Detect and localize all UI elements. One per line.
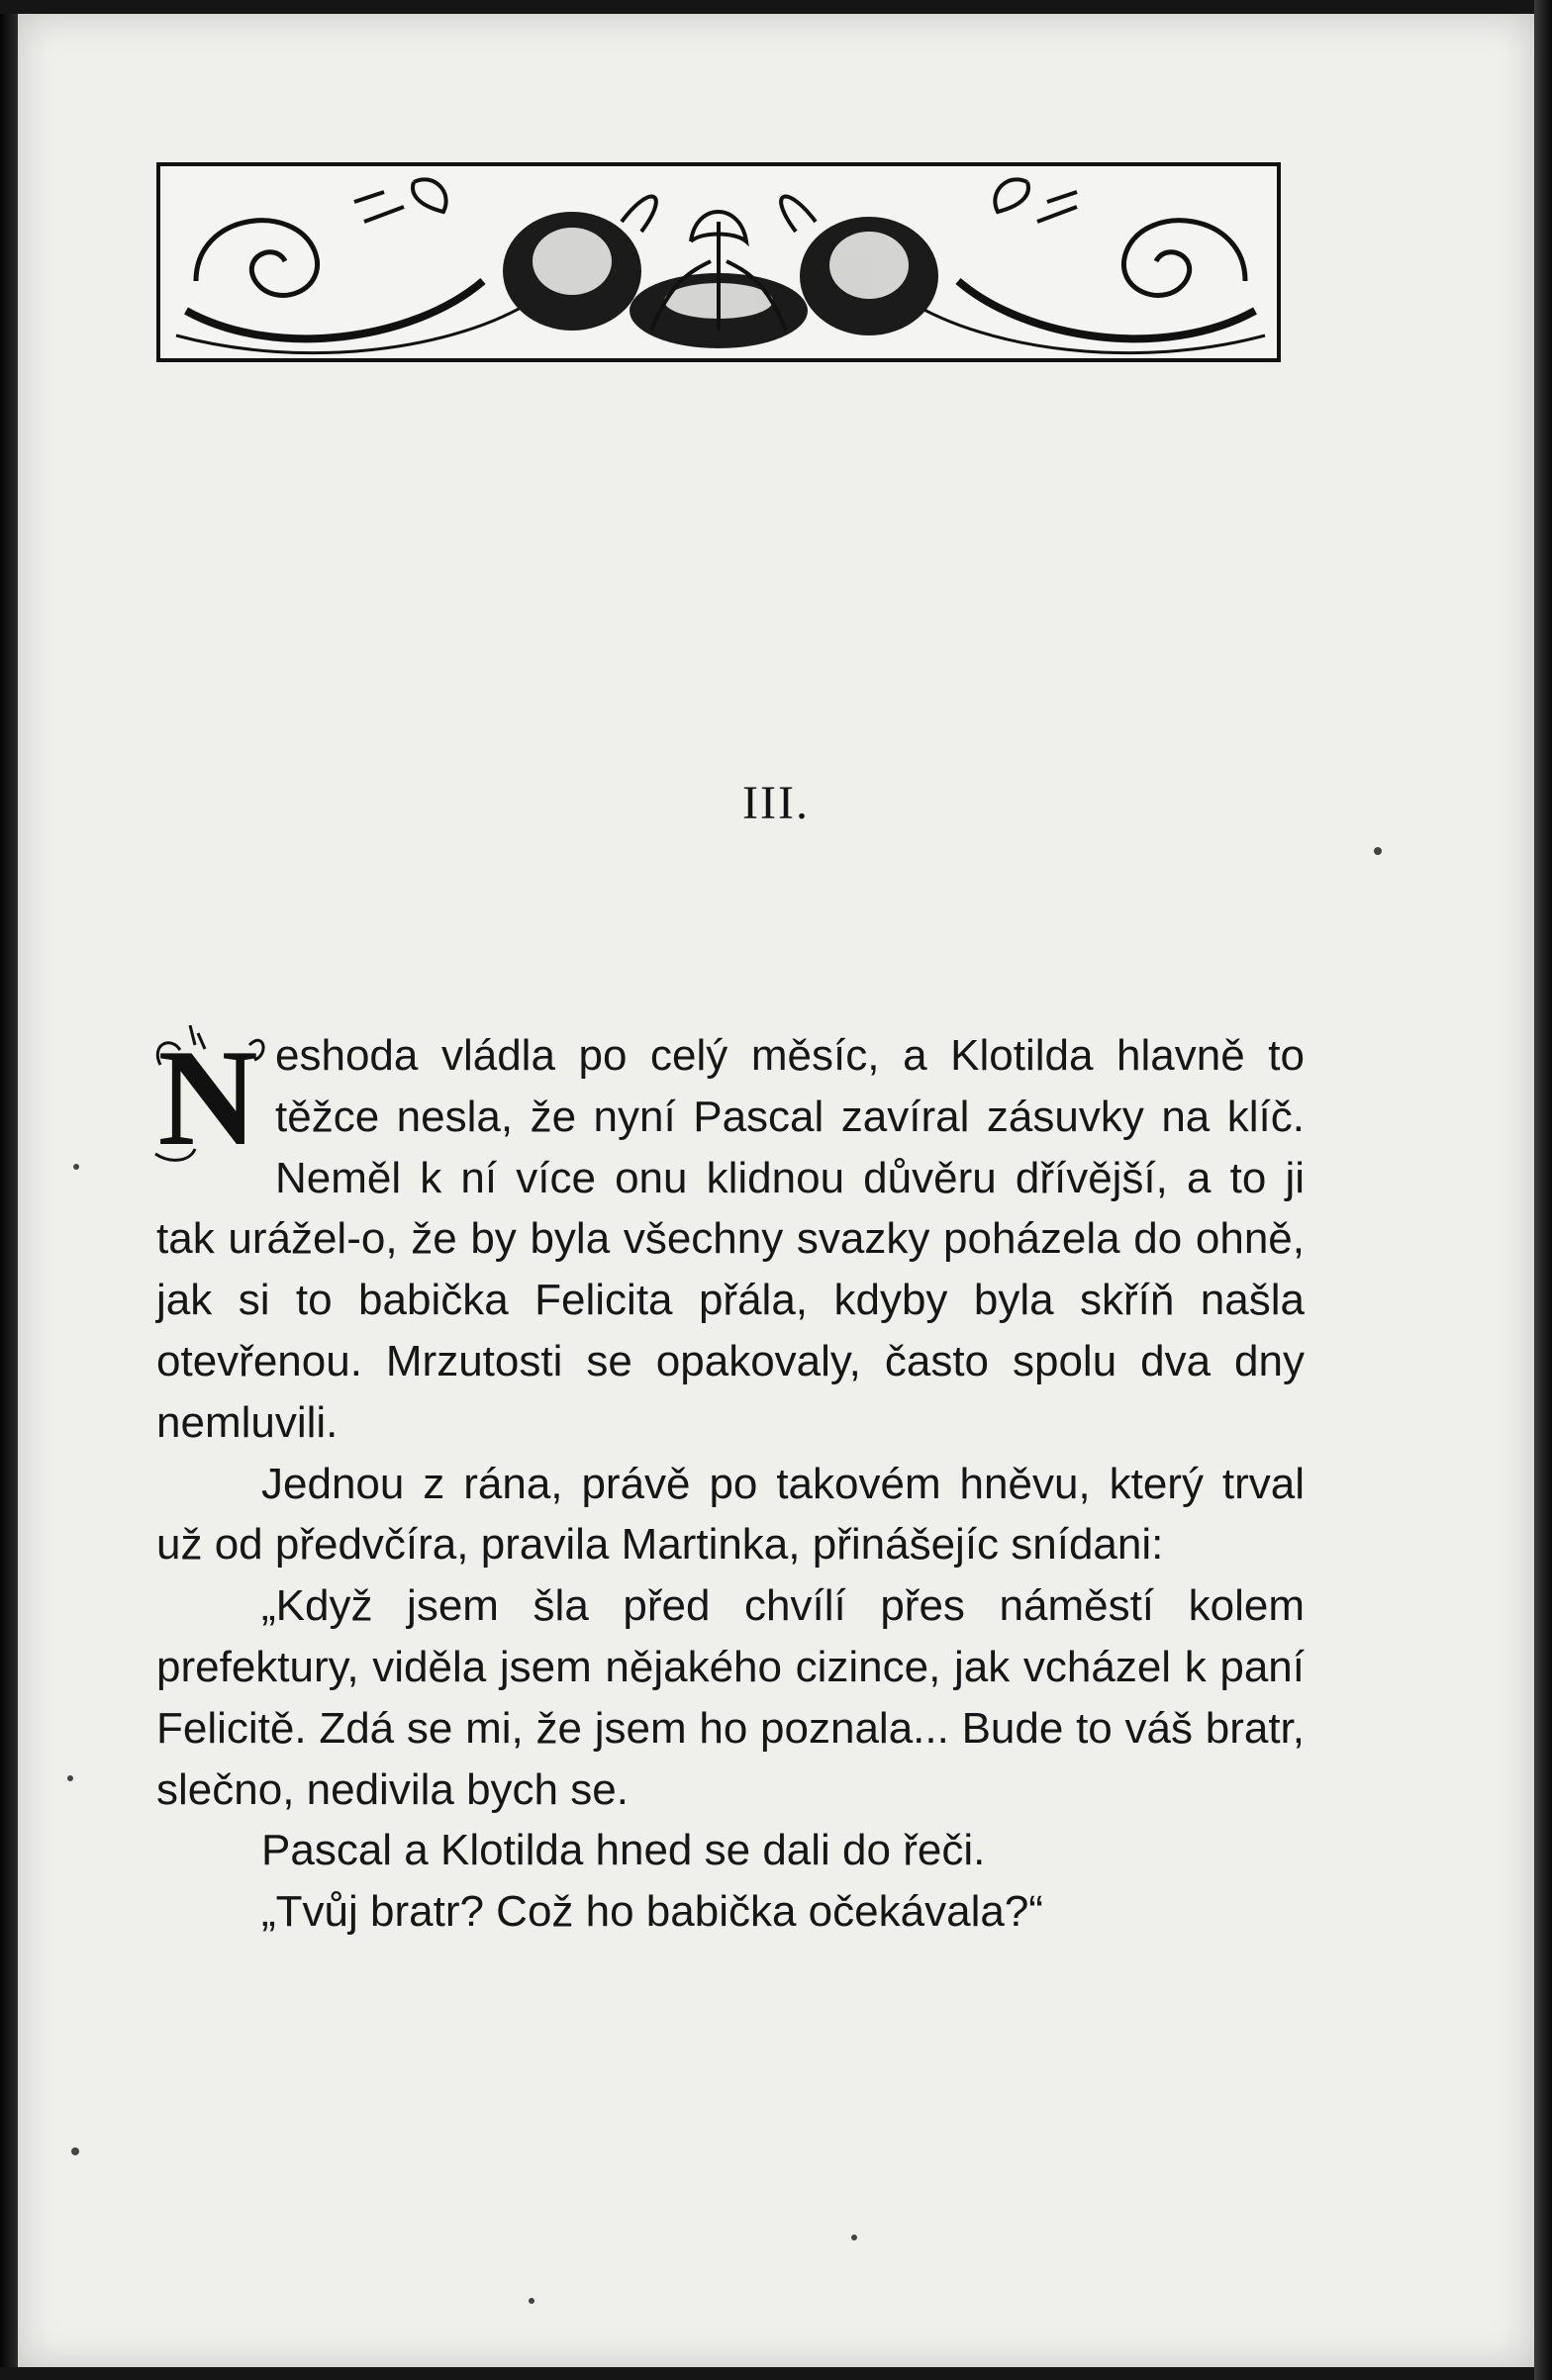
paper-speck (67, 1775, 73, 1781)
paragraph-3: „Když jsem šla před chvílí přes náměstí kolem prefektury, viděla jsem nějakého cizince, jak vcházel k paní Felicitě. Zdá se mi, že jsem ho poznala... Bude to váš bratr, slečno, nedivila bych se. (156, 1581, 1305, 1814)
dropcap-letter: N (157, 1025, 258, 1164)
paper-speck (71, 2147, 79, 2155)
ornamental-header-banner (156, 162, 1281, 362)
paper-speck (1374, 847, 1382, 855)
chapter-number: III. (742, 777, 810, 829)
book-spine-shadow (0, 0, 18, 2380)
paragraph-5: „Tvůj bratr? Což ho babička očekávala?“ (261, 1887, 1043, 1937)
book-page (18, 14, 1534, 2367)
bottom-edge-shadow (0, 2367, 1552, 2380)
chapter-body-text (156, 1025, 1305, 1943)
paragraph-4: Pascal a Klotilda hned se dali do řeči. (261, 1826, 986, 1875)
right-edge-shadow (1534, 0, 1552, 2380)
paper-speck (73, 1164, 79, 1170)
paragraph-1: eshoda vládla po celý měsíc, a Klotilda hlavně to těžce nesla, že nyní Pascal zavíral zásuvky na klíč. Neměl k ní více onu klidnou důvěru dřívější, a to ji tak urážel-o, že by byla všechny svazky poházela do ohně, jak si to babička Felicita přála, kdyby byla skříň našla otevřenou. Mrzutosti se opakovaly, často spolu dva dny nemluvili. (156, 1031, 1305, 1447)
paper-speck (851, 2235, 857, 2240)
top-edge-shadow (0, 0, 1552, 14)
paragraph-2: Jednou z rána, právě po takovém hněvu, který trval už od předvčíra, pravila Martinka, přinášejíc snídani: (156, 1459, 1305, 1570)
paper-speck (529, 2298, 534, 2304)
ornamental-dropcap-n (150, 1025, 269, 1164)
